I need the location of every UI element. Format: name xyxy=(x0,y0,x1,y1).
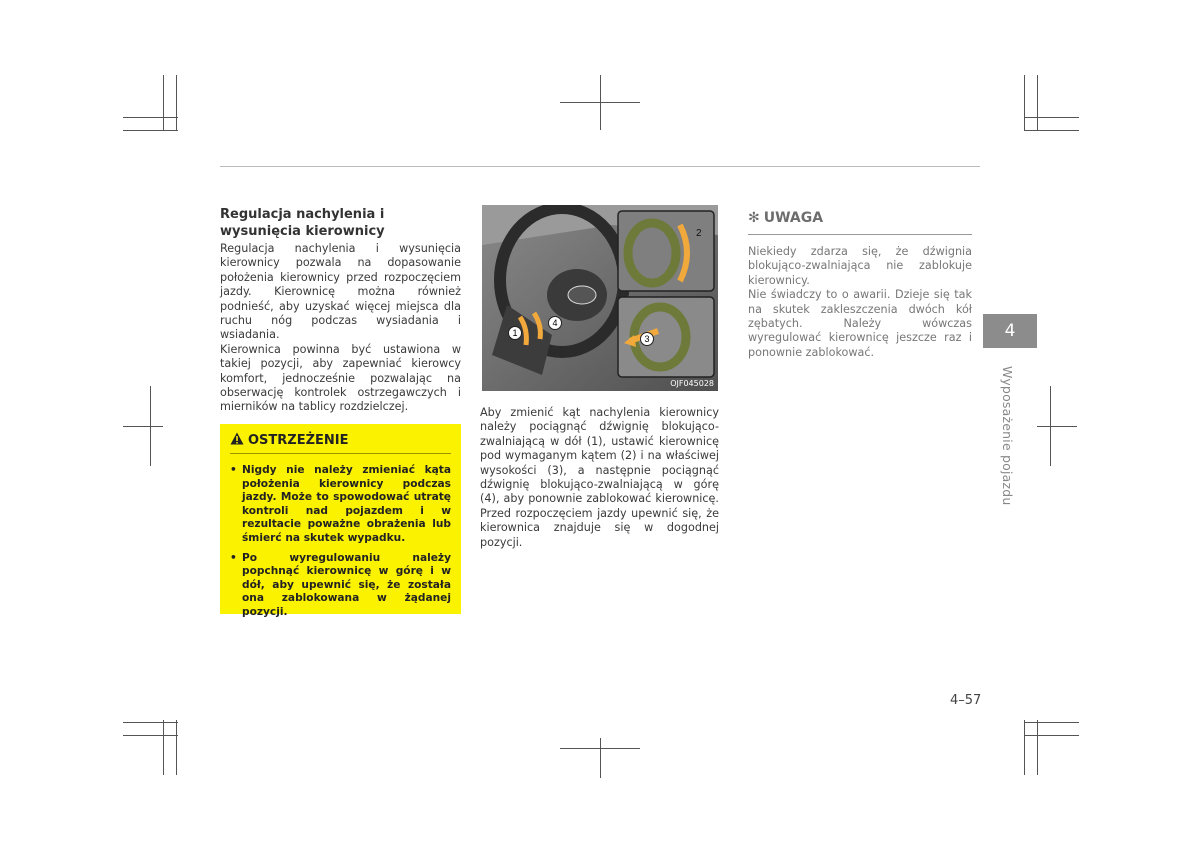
section-paragraph-1: Regulacja nachylenia i wysunięcia kierownicy pozwala na dopasowanie położenia kierownicy przed rozpoczęciem jazdy. Kierownicę można również podnieść, aby uzyskać więcej miejsca dla ruchu nóg podczas wysiadania i wsiadania. xyxy=(220,242,461,342)
note-paragraph-2: Nie świadczy to o awarii. Dzieje się tak na skutek zakleszczenia dwóch kół zębatych. Należy wówczas wyregulować kierownicę jeszcze raz i ponownie zablokować. xyxy=(748,288,972,359)
note-divider xyxy=(748,234,972,235)
section-paragraph-2: Kierownica powinna być ustawiona w takiej pozycji, aby zapewniać kierowcy komfort, jednocześnie pozwalając na obserwację kontrolek ostrzegawczych i mierników na tablicy rozdzielczej. xyxy=(220,342,461,414)
callout-3: 3 xyxy=(640,332,654,346)
page-number: 4–57 xyxy=(950,693,982,708)
asterisk-icon: ✻ xyxy=(748,210,760,226)
figure-code: OJF045028 xyxy=(670,379,714,388)
chapter-tab: 4 xyxy=(983,314,1037,348)
note-box xyxy=(748,210,972,360)
steering-wheel-figure xyxy=(482,205,718,391)
section-steering-adjustment xyxy=(220,206,461,415)
warning-triangle-icon xyxy=(230,432,244,449)
warning-item: • Po wyregulowaniu należy popchnąć kierownicę w górę i w dół, aby upewnić się, że została ona zablokowana w żądanej pozycji. xyxy=(230,551,451,618)
callout-4: 4 xyxy=(548,316,562,330)
instructions-block xyxy=(480,406,719,550)
chapter-title: Wyposażenie pojazdu xyxy=(1000,366,1015,506)
instructions-text: Aby zmienić kąt nachylenia kierownicy należy pociągnąć dźwignię blokująco-zwalniającą w dół (1), ustawić kierownicę pod wymaganym kątem (2) i na właściwej wysokości (3), a następnie pociągnąć dźwignię blokująco-zwalniającą w górę (4), aby ponownie zablokować kierownicę. Przed rozpoczęciem jazdy upewnić się, że kierownica znajduje się w dogodnej pozycji. xyxy=(480,406,719,549)
warning-list xyxy=(230,464,451,620)
callout-1: 1 xyxy=(508,326,522,340)
warning-divider xyxy=(230,453,451,454)
note-title: UWAGA xyxy=(763,210,824,226)
steering-wheel-illustration xyxy=(482,205,718,391)
callout-2: 2 xyxy=(696,228,702,239)
warning-box xyxy=(220,424,461,618)
header-rule xyxy=(220,166,980,167)
warning-title: OSTRZEŻENIE xyxy=(248,433,349,448)
note-paragraph-1: Niekiedy zdarza się, że dźwignia blokująco-zwalniająca nie zablokuje kierownicy. xyxy=(748,245,972,287)
warning-item: • Nigdy nie należy zmieniać kąta położenia kierownicy podczas jazdy. Może to spowodować utratę kontroli nad pojazdem i w rezultacie poważne obrażenia lub śmierć na skutek wypadku. xyxy=(230,464,451,544)
section-heading: Regulacja nachylenia i wysunięcia kierownicy xyxy=(220,207,385,239)
